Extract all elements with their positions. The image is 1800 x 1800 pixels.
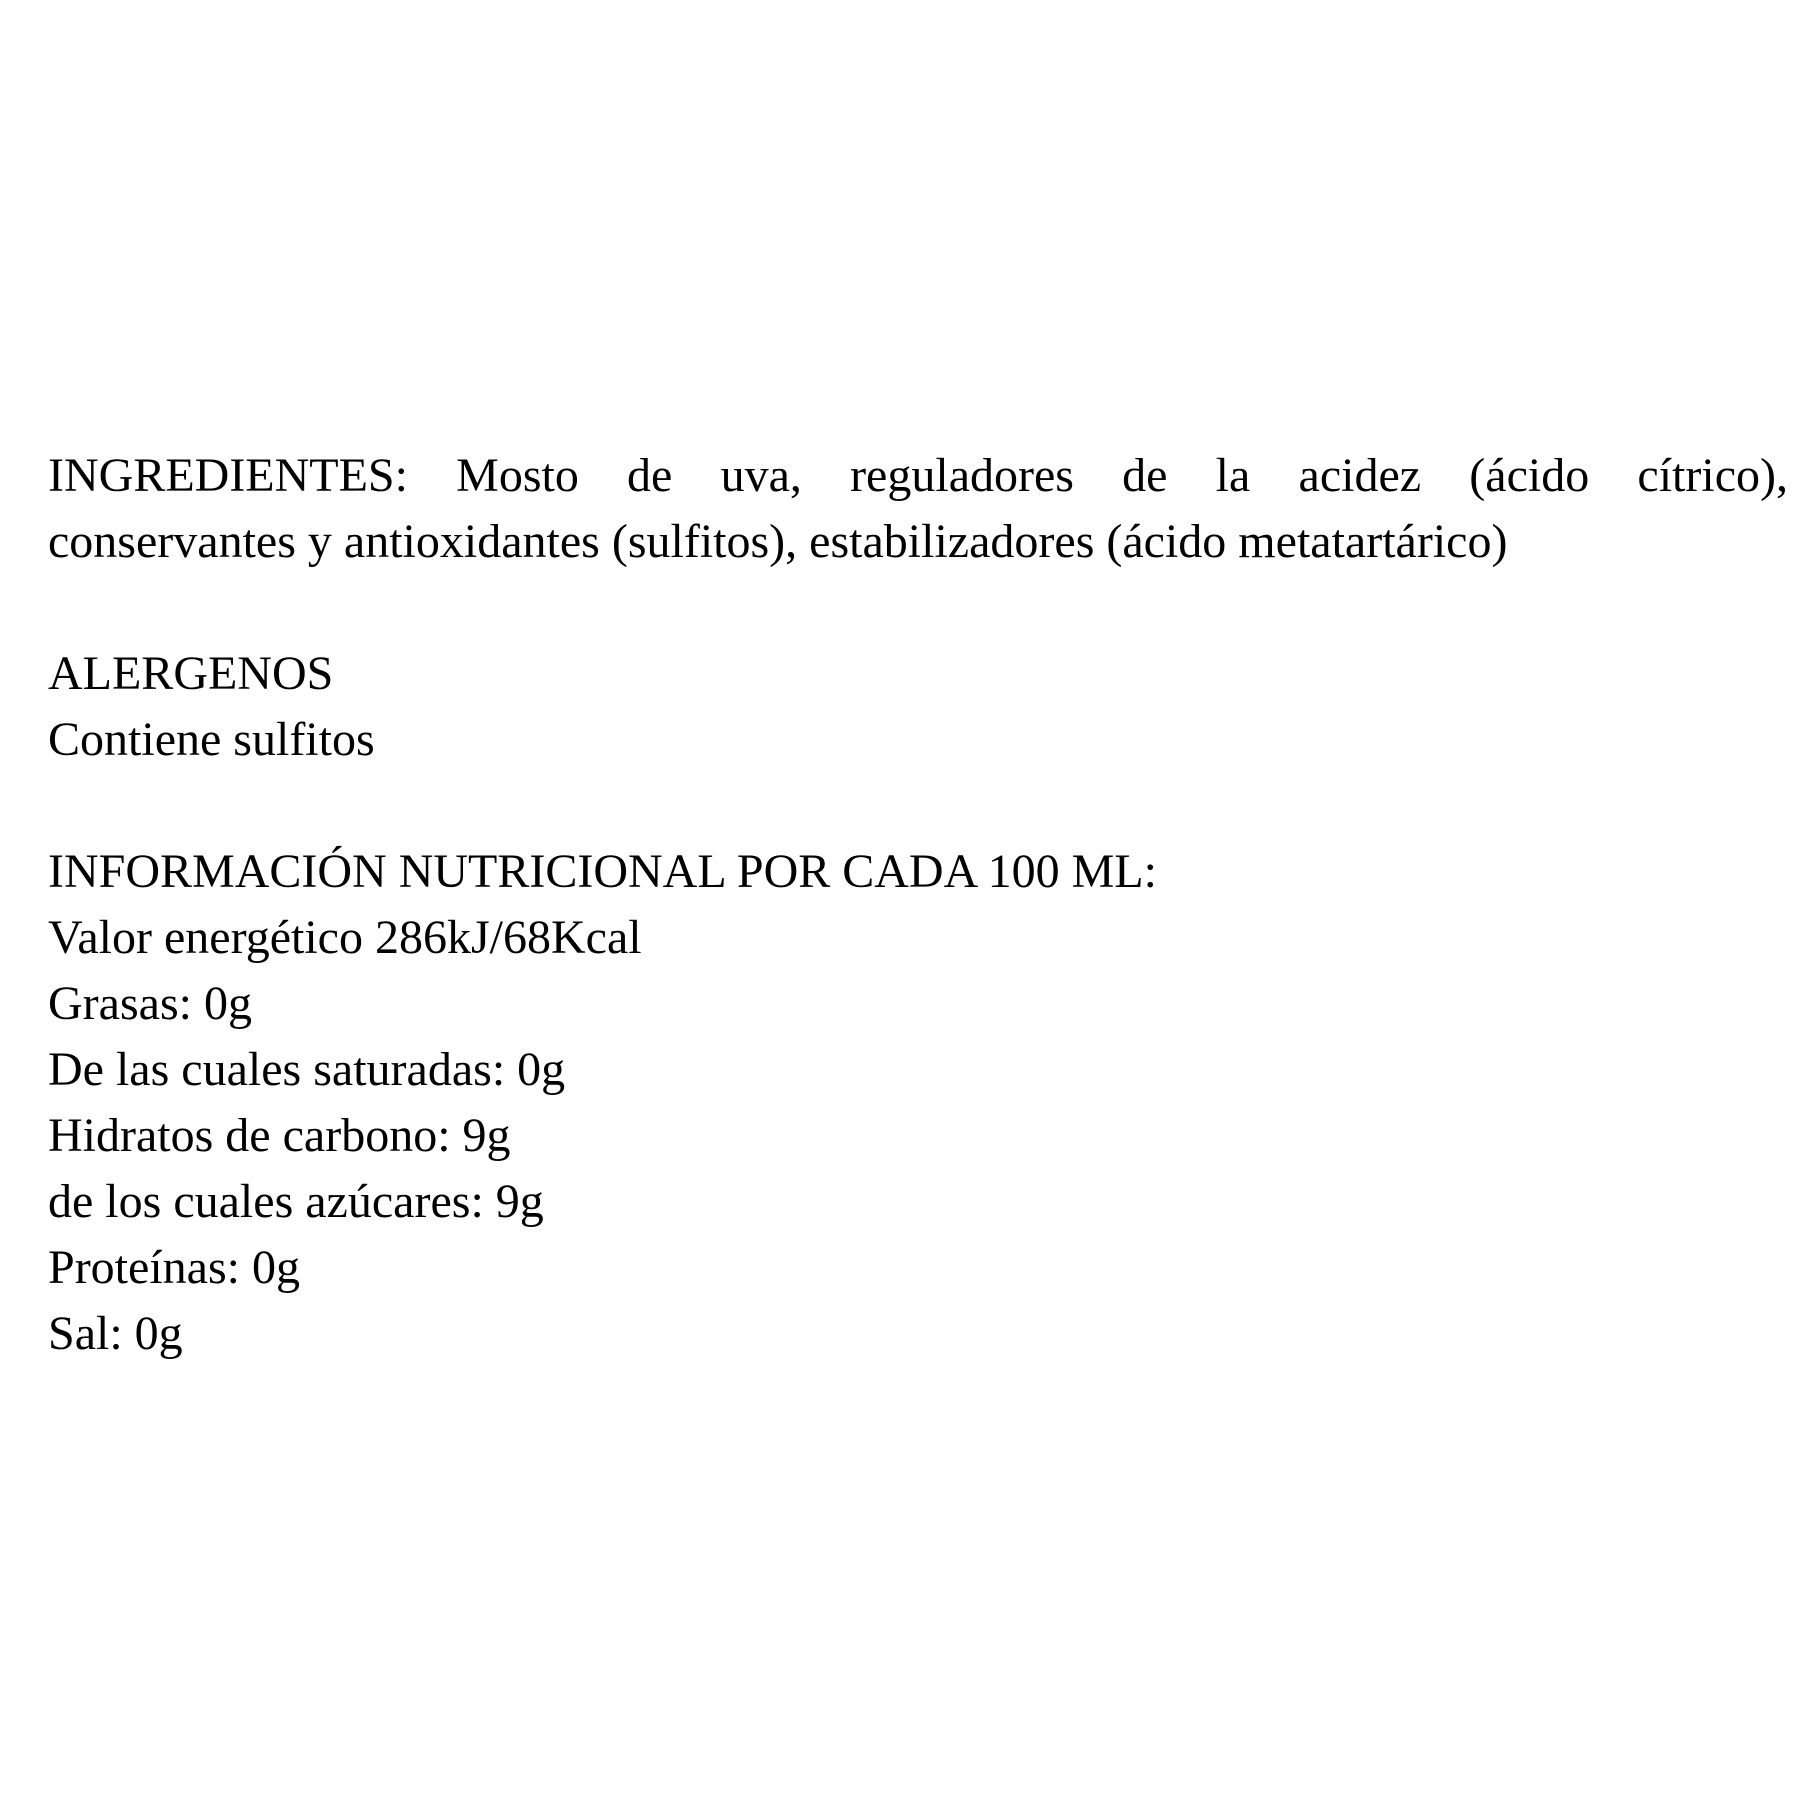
allergens-heading: ALERGENOS <box>48 647 334 700</box>
nutrition-row-protein: Proteínas: 0g <box>48 1241 300 1294</box>
ingredients-line-1: INGREDIENTES: Mosto de uva, reguladores de la acidez (ácido cítrico), <box>48 449 1788 502</box>
nutrition-row-saturated: De las cuales saturadas: 0g <box>48 1043 566 1096</box>
nutrition-row-energy: Valor energético 286kJ/68Kcal <box>48 911 642 964</box>
ingredients-section <box>48 443 1788 575</box>
ingredients-line-2: conservantes y antioxidantes (sulfitos), estabilizadores (ácido metatartárico) <box>48 515 1508 568</box>
nutrition-row-fat: Grasas: 0g <box>48 977 252 1030</box>
allergens-section <box>48 641 1788 773</box>
nutrition-row-sugars: de los cuales azúcares: 9g <box>48 1175 544 1228</box>
allergens-text: Contiene sulfitos <box>48 713 375 766</box>
nutrition-heading: INFORMACIÓN NUTRICIONAL POR CADA 100 ML: <box>48 845 1157 898</box>
nutrition-row-salt: Sal: 0g <box>48 1307 183 1360</box>
nutrition-row-carbohydrates: Hidratos de carbono: 9g <box>48 1109 511 1162</box>
nutrition-section <box>48 839 1788 1367</box>
product-label-text <box>48 443 1788 1367</box>
